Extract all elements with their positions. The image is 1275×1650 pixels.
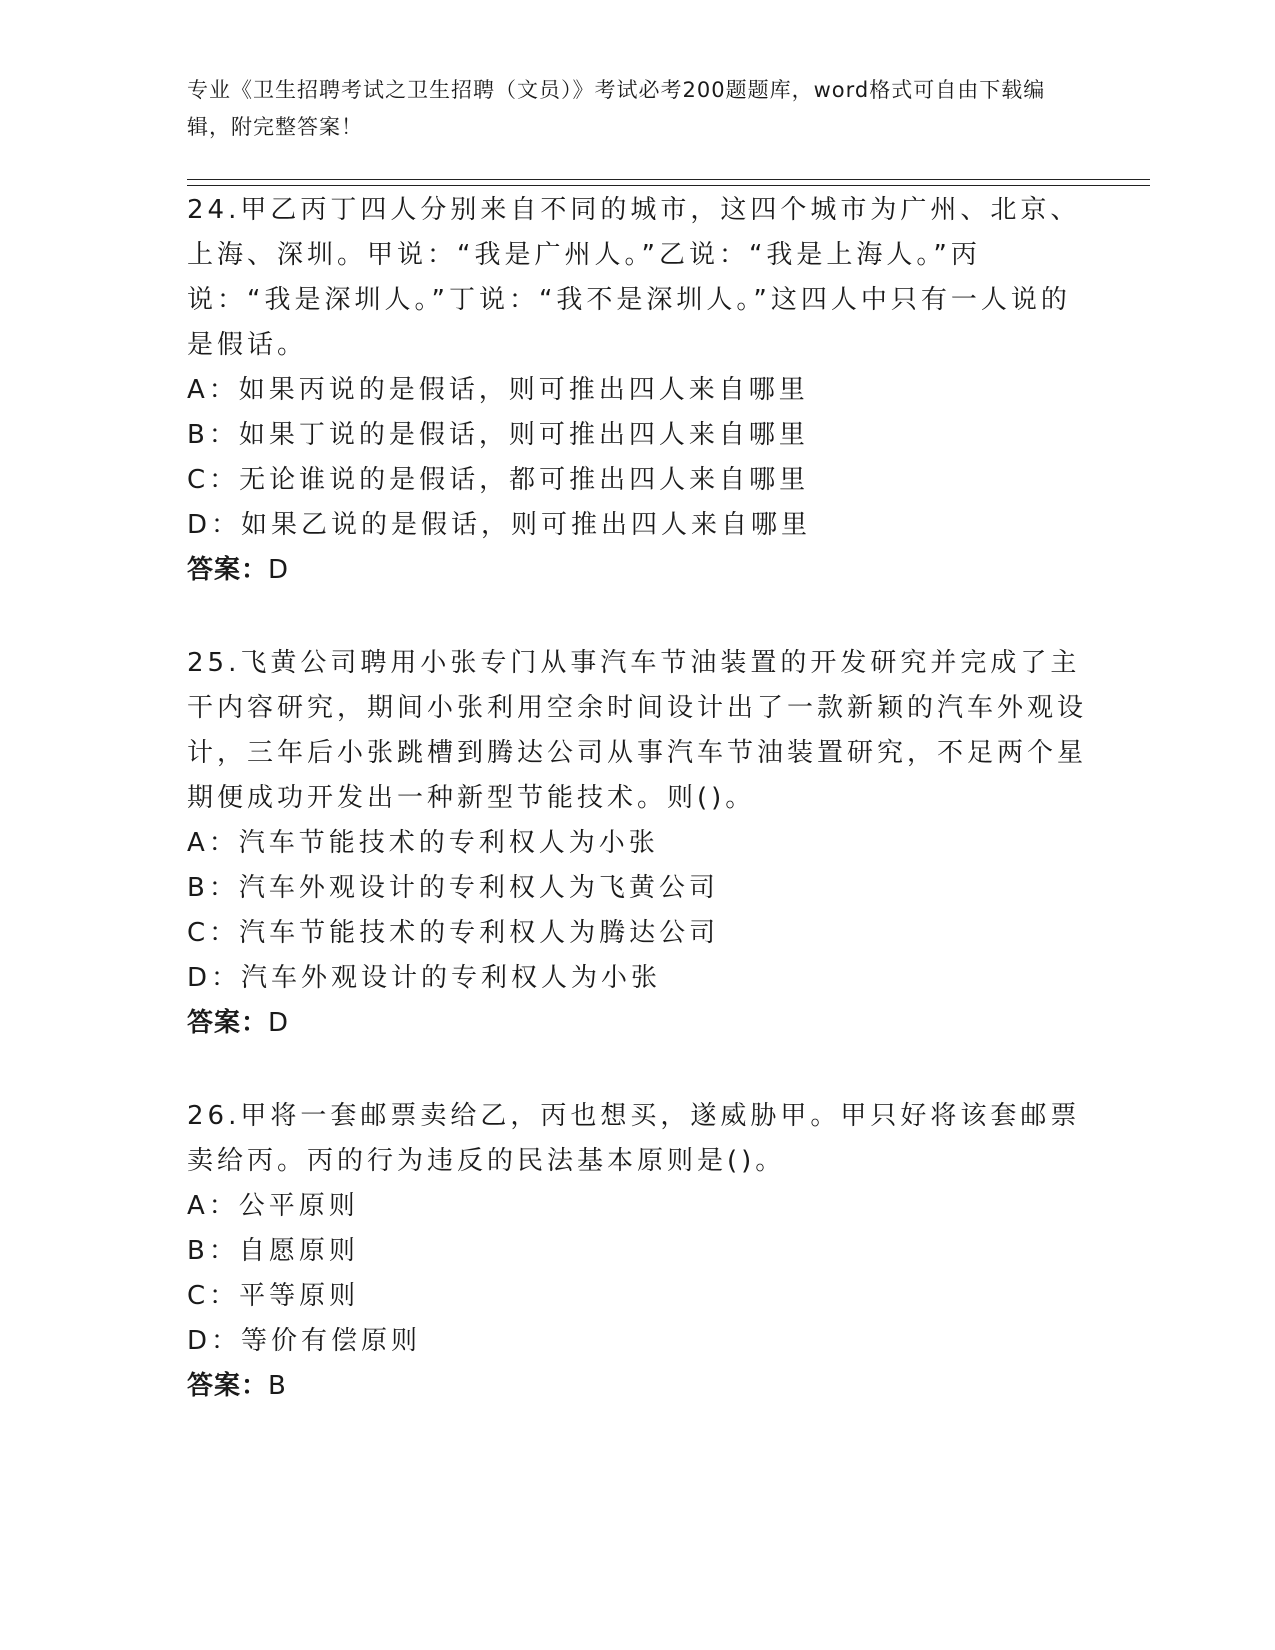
question-stem: 25.飞黄公司聘用小张专门从事汽车节油装置的开发研究并完成了主干内容研究，期间小张利用空余时间设计出了一款新颖的汽车外观设计，三年后小张跳槽到腾达公司从事汽车节油装置研究，不足两个星期便成功开发出一种新型节能技术。则()。 <box>187 648 1088 813</box>
question-26 <box>187 1094 1087 1409</box>
option-b: B：如果丁说的是假话，则可推出四人来自哪里 <box>187 420 809 450</box>
answer-line <box>187 1001 1087 1046</box>
option-d: D：如果乙说的是假话，则可推出四人来自哪里 <box>187 510 812 540</box>
answer-value: D <box>268 1008 290 1038</box>
question-list <box>187 188 1087 1457</box>
answer-label: 答案： <box>187 1371 269 1401</box>
answer-value: D <box>268 555 290 585</box>
answer-line <box>187 548 1087 593</box>
document-header: 专业《卫生招聘考试之卫生招聘（文员）》考试必考200题题库，word格式可自由下载编辑，附完整答案！ <box>187 78 1046 139</box>
option-a: A：如果丙说的是假话，则可推出四人来自哪里 <box>187 375 809 405</box>
answer-label: 答案： <box>187 1008 269 1038</box>
question-stem: 24.甲乙丙丁四人分别来自不同的城市，这四个城市为广州、北京、上海、深圳。甲说：“我是广州人。”乙说：“我是上海人。”丙说：“我是深圳人。”丁说：“我不是深圳人。”这四人中只有一人说的是假话。 <box>187 195 1081 360</box>
option-d: D：等价有偿原则 <box>187 1326 422 1356</box>
option-b: B：自愿原则 <box>187 1236 359 1266</box>
header-divider-top <box>187 179 1150 180</box>
header-divider-bottom <box>187 185 1150 186</box>
option-d: D：汽车外观设计的专利权人为小张 <box>187 963 662 993</box>
option-a: A：汽车节能技术的专利权人为小张 <box>187 828 659 858</box>
answer-line <box>187 1364 1087 1409</box>
question-24 <box>187 188 1087 593</box>
answer-label: 答案： <box>187 555 269 585</box>
option-a: A：公平原则 <box>187 1191 359 1221</box>
option-c: C：无论谁说的是假话，都可推出四人来自哪里 <box>187 465 810 495</box>
option-c: C：汽车节能技术的专利权人为腾达公司 <box>187 918 720 948</box>
answer-value: B <box>268 1371 287 1401</box>
option-c: C：平等原则 <box>187 1281 360 1311</box>
question-25 <box>187 641 1087 1046</box>
question-stem: 26.甲将一套邮票卖给乙，丙也想买，遂威胁甲。甲只好将该套邮票卖给丙。丙的行为违反的民法基本原则是()。 <box>187 1101 1081 1176</box>
option-b: B：汽车外观设计的专利权人为飞黄公司 <box>187 873 719 903</box>
